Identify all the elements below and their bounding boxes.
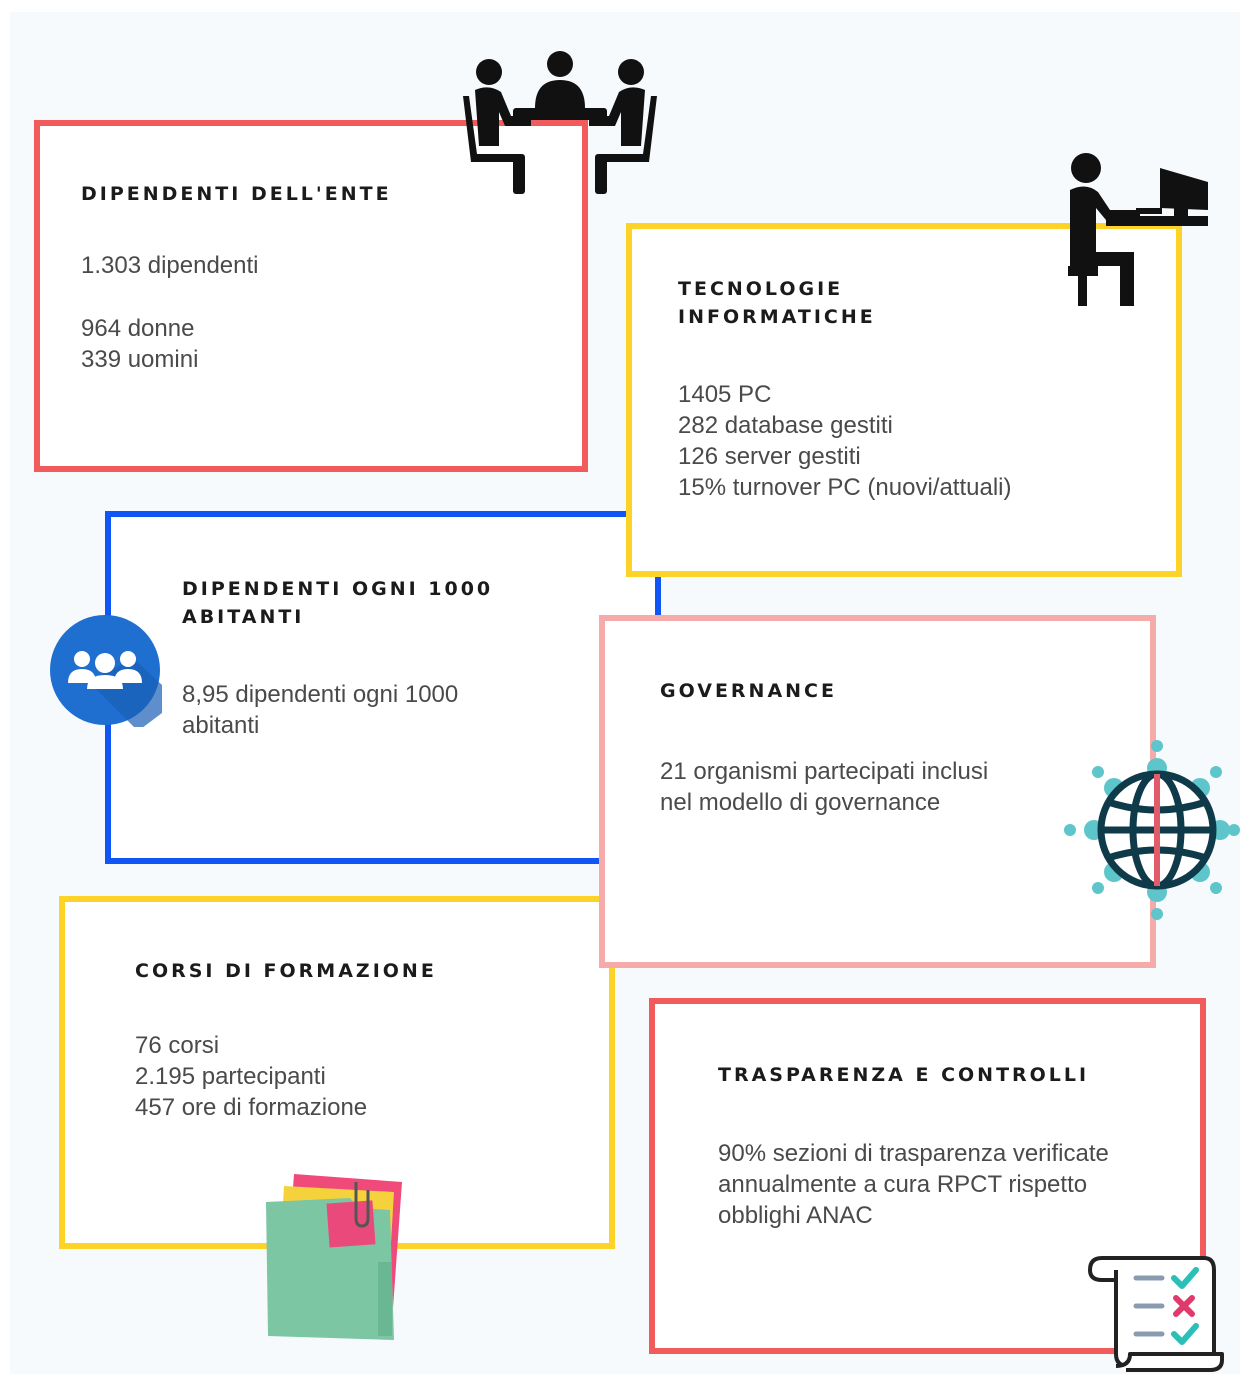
stat-pc: 1405 PC (678, 381, 772, 408)
stat-hours: 457 ore di formazione (135, 1094, 368, 1121)
stat-men: 339 uomini (81, 346, 199, 373)
card-body (135, 1030, 367, 1123)
spacer (81, 281, 259, 313)
network-globe-icon (1062, 738, 1240, 922)
stat-line: nel modello di governance (660, 789, 941, 816)
title-line: TECNOLOGIE (678, 278, 844, 300)
stat-courses: 76 corsi (135, 1032, 220, 1059)
card-title (678, 275, 876, 331)
stat-organisms: 21 organismi partecipati inclusi (660, 758, 989, 785)
card-title: GOVERNANCE (660, 680, 837, 702)
folders-sticky-note-icon (262, 1172, 408, 1342)
card-body (81, 250, 259, 375)
stat-line: abitanti (182, 712, 260, 739)
stat-line: annualmente a cura RPCT rispetto (718, 1171, 1088, 1198)
title-line: INFORMATICHE (678, 306, 876, 328)
card-title: CORSI DI FORMAZIONE (135, 960, 437, 982)
stat-total-employees: 1.303 dipendenti (81, 252, 259, 279)
stat-women: 964 donne (81, 315, 195, 342)
stat-employees-per-1000: 8,95 dipendenti ogni 1000 (182, 681, 459, 708)
stat-line: obblighi ANAC (718, 1202, 873, 1229)
card-title: TRASPARENZA E CONTROLLI (718, 1064, 1090, 1086)
stat-turnover: 15% turnover PC (nuovi/attuali) (678, 474, 1012, 501)
stat-transparency: 90% sezioni di trasparenza verificate (718, 1140, 1109, 1167)
stat-server: 126 server gestiti (678, 443, 861, 470)
card-body (182, 679, 458, 741)
stat-database: 282 database gestiti (678, 412, 893, 439)
card-body (660, 756, 988, 818)
card-body (678, 379, 1012, 503)
checklist-scroll-icon (1086, 1254, 1226, 1374)
title-line: ABITANTI (182, 606, 305, 628)
stat-participants: 2.195 partecipanti (135, 1063, 326, 1090)
card-title (182, 575, 493, 631)
person-at-computer-icon (1062, 152, 1212, 310)
card-dipendenti-abitanti (105, 511, 661, 864)
title-line: DIPENDENTI OGNI 1000 (182, 578, 494, 600)
team-group-icon (48, 613, 162, 727)
meeting-people-icon (455, 50, 665, 196)
card-title: DIPENDENTI DELL'ENTE (81, 183, 392, 205)
card-body (718, 1138, 1109, 1231)
